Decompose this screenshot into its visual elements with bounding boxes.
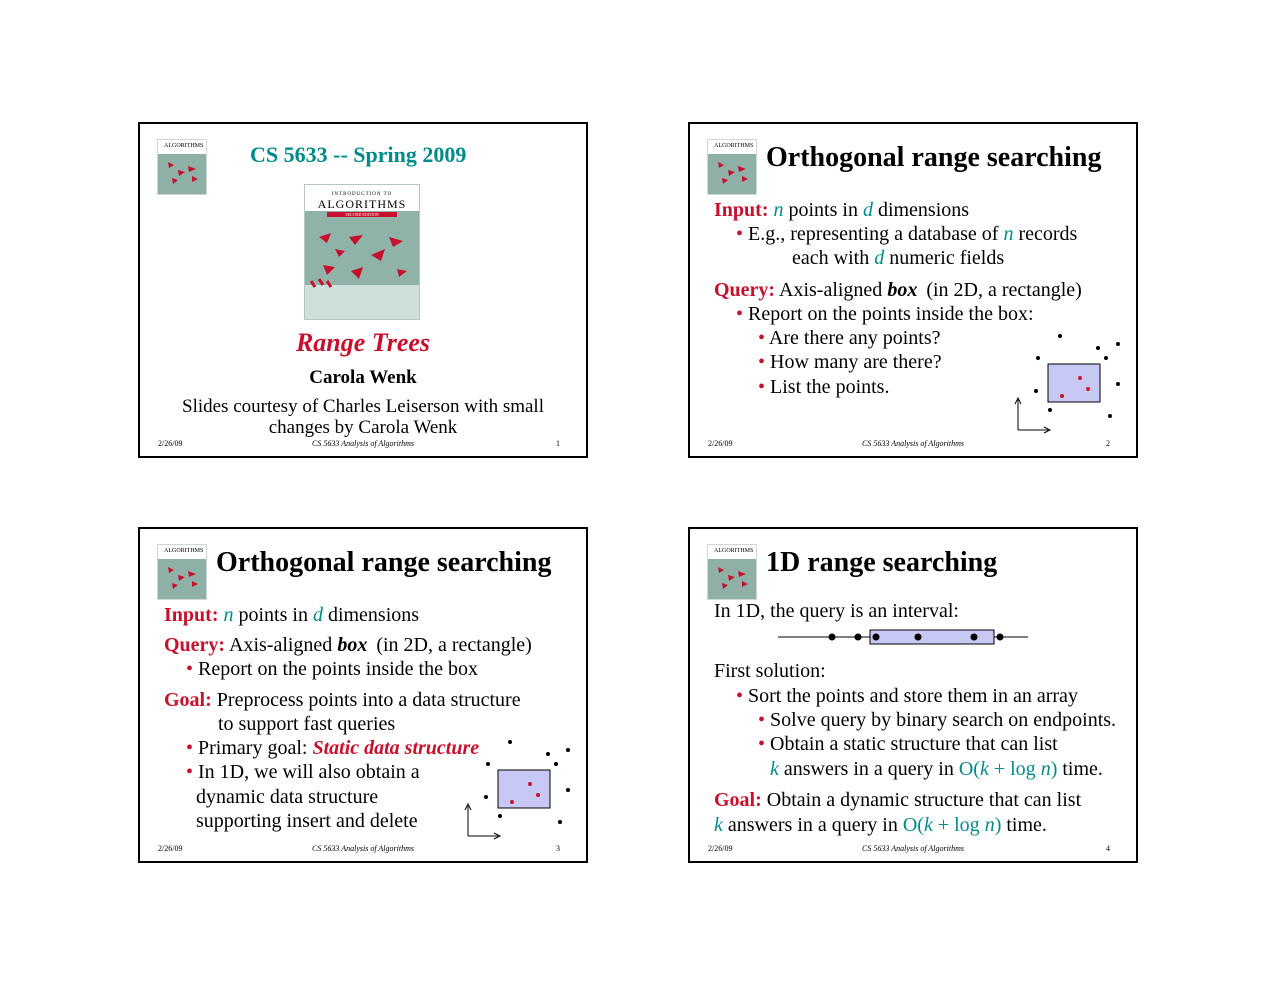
book-logo [157, 139, 207, 195]
first-solution: First solution: [714, 660, 826, 682]
book-intro: INTRODUCTION TO [331, 192, 393, 197]
book-title: ALGORITHMS [317, 197, 407, 211]
slide-title: Orthogonal range searching [766, 142, 1102, 173]
range-query-diagram [462, 734, 572, 844]
footer-course: CS 5633 Analysis of Algorithms [312, 439, 414, 448]
bullet-icon: • [736, 303, 744, 325]
author-name: Carola Wenk [309, 367, 417, 388]
oned-line-2: dynamic data structure [196, 786, 379, 808]
page-number: 3 [556, 844, 560, 853]
report-line: • Report on the points inside the box [186, 658, 478, 680]
book-logo [707, 544, 757, 600]
intro-line: In 1D, the query is an interval: [714, 600, 959, 622]
slide-title: Orthogonal range searching [216, 547, 552, 578]
example-line: • E.g., representing a database of n records [736, 223, 1078, 245]
oned-line-1: • In 1D, we will also obtain a [186, 761, 420, 783]
input-line: Input: n points in d dimensions [164, 604, 420, 626]
oned-line-3: supporting insert and delete [196, 810, 418, 832]
page-number: 1 [556, 439, 560, 448]
footer-date: 2/26/09 [158, 844, 183, 853]
bullet-icon: • [736, 685, 744, 707]
footer-course: CS 5633 Analysis of Algorithms [312, 844, 414, 853]
bullet-icon: • [186, 761, 194, 783]
slide-subject: Range Trees [295, 328, 431, 357]
example-line-2: each with d numeric fields [792, 247, 1005, 269]
goal-line-2: to support fast queries [218, 713, 396, 735]
sub-bullet-1: • Are there any points? [758, 327, 941, 349]
footer-course: CS 5633 Analysis of Algorithms [862, 844, 964, 853]
bullet-icon: • [758, 376, 766, 398]
input-line: Input: n points in d dimensions [714, 199, 970, 221]
slide-1 [138, 122, 588, 458]
slide-3 [138, 527, 588, 863]
bullet-icon: • [736, 223, 744, 245]
sub-bullet-3: • List the points. [758, 376, 890, 398]
bullet-icon: • [758, 733, 766, 755]
bullet-static: • Obtain a static structure that can list [758, 733, 1058, 755]
bullet-icon: • [758, 327, 766, 349]
logo-text: ALGORITHMS [164, 548, 204, 554]
complexity-line-1: k answers in a query in O(k + log n) time. [770, 758, 1103, 780]
bullet-sort: • Sort the points and store them in an array [736, 685, 1078, 707]
bullet-icon: • [758, 351, 766, 373]
query-line: Query: Axis-aligned box (in 2D, a rectangle) [164, 634, 532, 656]
bullet-icon: • [186, 737, 194, 759]
query-line: Query: Axis-aligned box (in 2D, a rectangle) [714, 279, 1082, 301]
credit-line-1: Slides courtesy of Charles Leiserson with small [182, 396, 544, 417]
course-title: CS 5633 -- Spring 2009 [250, 142, 467, 167]
footer-date: 2/26/09 [158, 439, 183, 448]
book-logo [157, 544, 207, 600]
footer-course: CS 5633 Analysis of Algorithms [862, 439, 964, 448]
sub-bullet-2: • How many are there? [758, 351, 942, 373]
credit-line-2: changes by Carola Wenk [268, 417, 458, 438]
logo-text: ALGORITHMS [714, 548, 754, 554]
range-query-diagram [1012, 326, 1122, 436]
goal-line: Goal: Preprocess points into a data structure [164, 689, 521, 711]
bullet-icon: • [758, 709, 766, 731]
footer-date: 2/26/09 [708, 844, 733, 853]
slide-2 [688, 122, 1138, 458]
bullet-binary-search: • Solve query by binary search on endpoints. [758, 709, 1117, 731]
primary-goal-line: • Primary goal: Static data structure [186, 737, 480, 759]
book-cover [304, 184, 420, 320]
bullet-icon: • [186, 658, 194, 680]
book-logo [707, 139, 757, 195]
book-edition: SECOND EDITION [327, 212, 397, 217]
slide-4 [688, 527, 1138, 863]
logo-text: ALGORITHMS [164, 143, 204, 149]
logo-text: ALGORITHMS [714, 143, 754, 149]
slide-title: 1D range searching [766, 547, 998, 578]
footer-date: 2/26/09 [708, 439, 733, 448]
complexity-line-2: k answers in a query in O(k + log n) time. [714, 814, 1047, 836]
page-number: 2 [1106, 439, 1110, 448]
goal-line: Goal: Obtain a dynamic structure that can list [714, 789, 1082, 811]
page-number: 4 [1106, 844, 1110, 853]
interval-diagram [778, 627, 1032, 647]
report-line: • Report on the points inside the box: [736, 303, 1034, 325]
